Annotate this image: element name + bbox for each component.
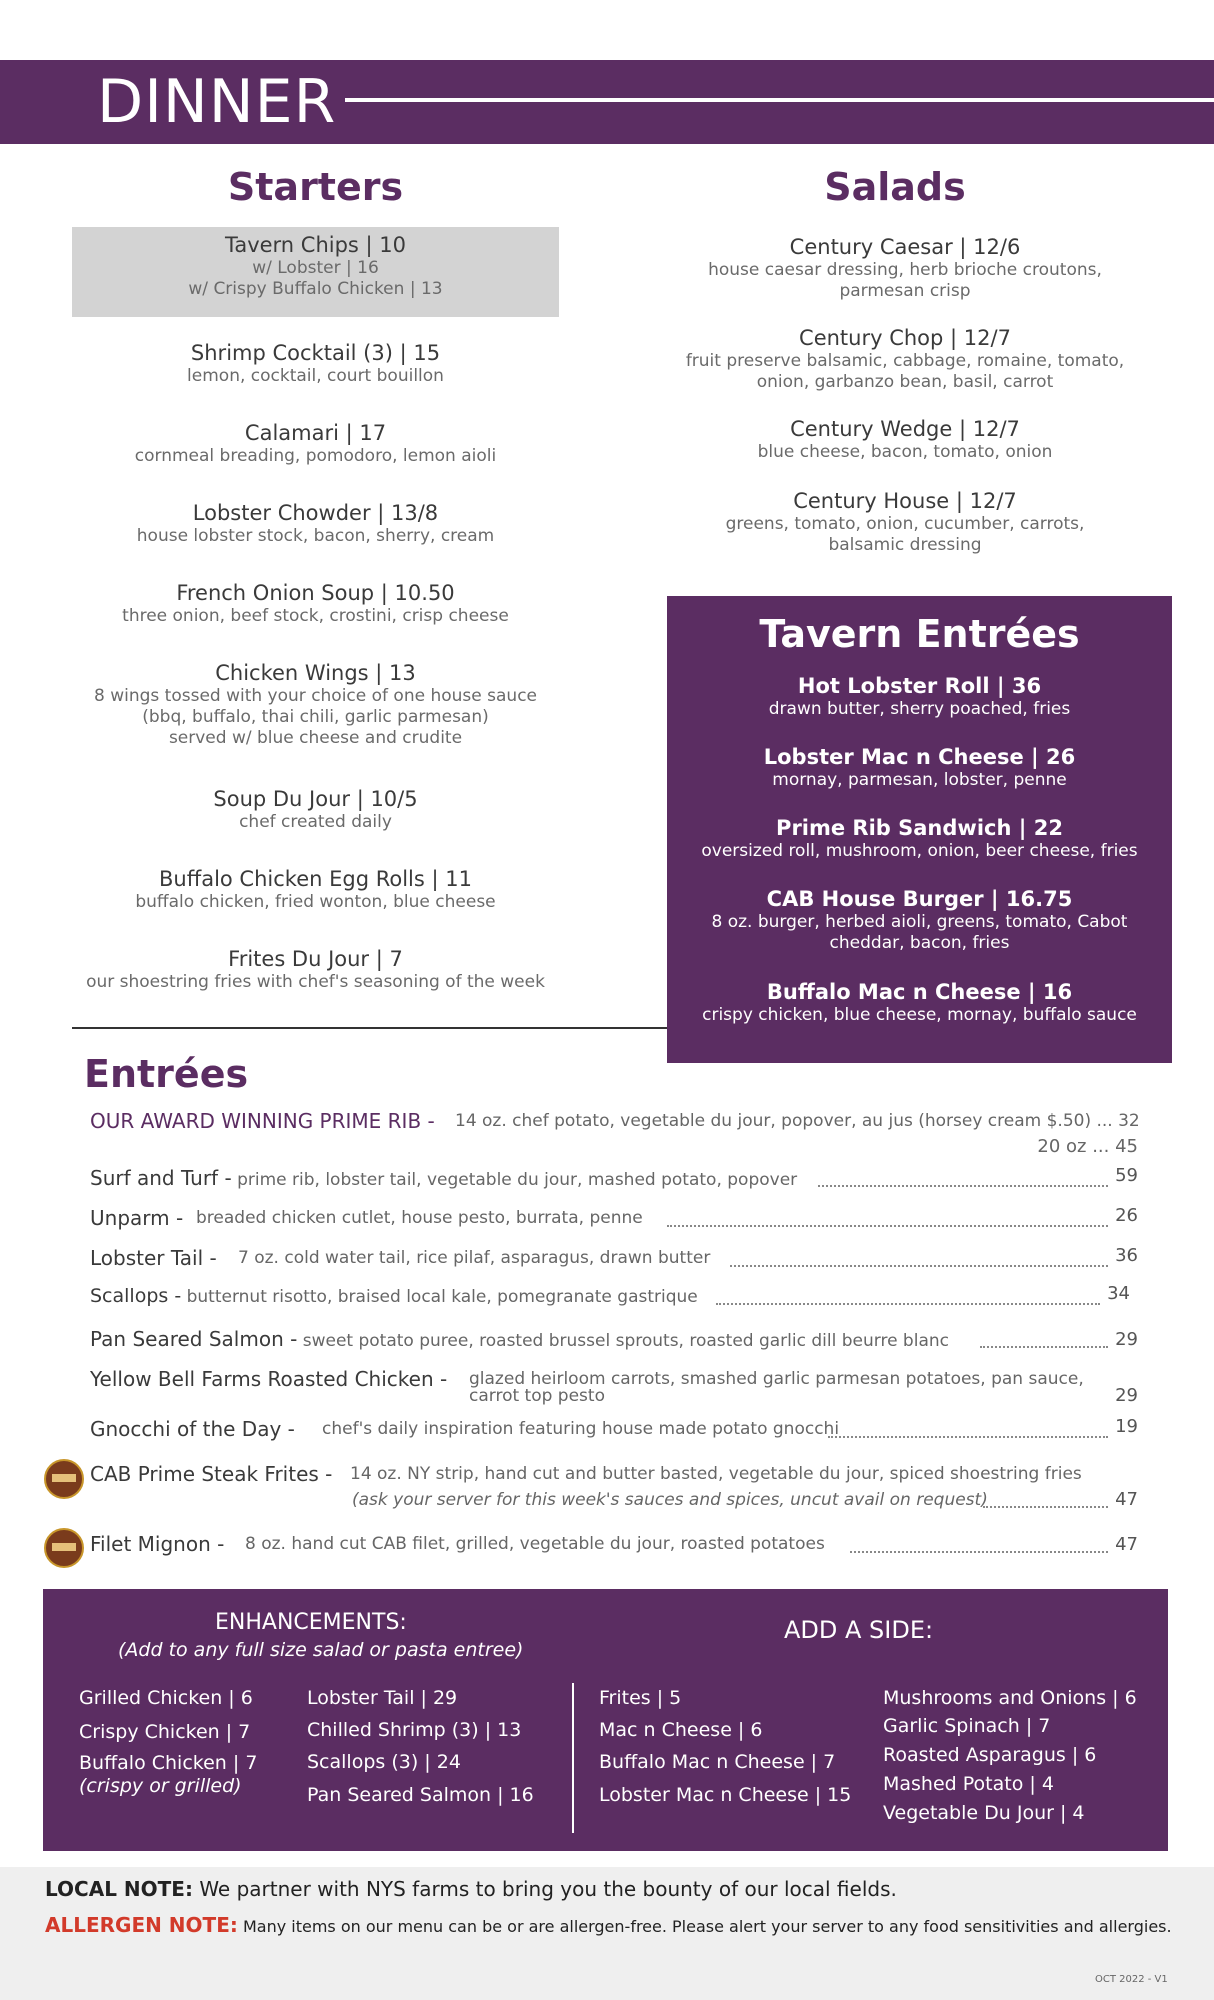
entree-price: 29 xyxy=(1115,1329,1138,1350)
dot-leader xyxy=(980,1346,1108,1348)
entree-desc: 14 oz. NY strip, hand cut and butter basted, vegetable du jour, spiced shoestring fries xyxy=(350,1464,1082,1484)
header-rule xyxy=(345,98,1214,102)
enhancement-item: Pan Seared Salmon | 16 xyxy=(307,1784,534,1806)
item-desc: crispy chicken, blue cheese, mornay, buffalo sauce xyxy=(702,1005,1137,1025)
entree-note: (ask your server for this week's sauces and spices, uncut avail on request) xyxy=(352,1490,988,1510)
enhancement-item: Lobster Tail | 29 xyxy=(307,1687,458,1709)
cab-beef-icon xyxy=(44,1528,84,1568)
side-item: Buffalo Mac n Cheese | 7 xyxy=(599,1751,836,1773)
item-desc: house lobster stock, bacon, sherry, cream xyxy=(136,526,495,546)
item-name: Frites Du Jour | 7 xyxy=(228,947,403,971)
entree-row xyxy=(90,1207,1138,1231)
entree-desc: breaded chicken cutlet, house pesto, burrata, penne xyxy=(196,1208,643,1228)
item-desc: our shoestring fries with chef's seasoning of the week xyxy=(86,972,545,992)
starter-item xyxy=(72,232,559,300)
salad-item xyxy=(655,325,1155,393)
item-name: Century House | 12/7 xyxy=(793,489,1017,513)
item-desc: 8 oz. burger, herbed aioli, greens, tomato, Cabot xyxy=(711,912,1128,932)
entree-row xyxy=(90,1247,1138,1271)
dot-leader xyxy=(730,1265,1108,1267)
entrees-title: Entrées xyxy=(84,1052,249,1096)
dot-leader xyxy=(716,1303,1100,1305)
item-desc: mornay, parmesan, lobster, penne xyxy=(772,770,1067,790)
entree-desc: 14 oz. chef potato, vegetable du jour, popover, au jus (horsey cream $.50) ... 32 xyxy=(455,1111,1140,1131)
entree-row xyxy=(90,1533,1138,1557)
item-desc: cornmeal breading, pomodoro, lemon aioli xyxy=(134,446,497,466)
item-name: Century Caesar | 12/6 xyxy=(789,235,1021,259)
entree-price: 47 xyxy=(1115,1534,1138,1555)
item-desc: three onion, beef stock, crostini, crisp cheese xyxy=(122,606,509,626)
entree-name: Lobster Tail - xyxy=(90,1246,217,1270)
entree-name: CAB Prime Steak Frites - xyxy=(90,1462,333,1486)
dot-leader xyxy=(828,1436,1108,1438)
entree-desc: sweet potato puree, roasted brussel sprouts, roasted garlic dill beurre blanc xyxy=(302,1331,949,1351)
item-desc: lemon, cocktail, court bouillon xyxy=(187,366,444,386)
item-name: French Onion Soup | 10.50 xyxy=(176,581,455,605)
dot-leader xyxy=(818,1185,1108,1187)
starter-item xyxy=(62,340,569,387)
tavern-item xyxy=(667,886,1172,954)
starter-item xyxy=(52,946,579,993)
starter-item xyxy=(62,786,569,833)
starter-item xyxy=(52,660,579,749)
entree-row xyxy=(90,1328,1138,1352)
item-name: Century Wedge | 12/7 xyxy=(790,417,1020,441)
salad-item xyxy=(655,488,1155,556)
item-desc: drawn butter, sherry poached, fries xyxy=(768,699,1071,719)
starter-item xyxy=(62,500,569,547)
cab-beef-icon xyxy=(44,1459,84,1499)
entree-row xyxy=(90,1418,1138,1442)
side-item: Roasted Asparagus | 6 xyxy=(883,1744,1097,1766)
entree-price: 59 xyxy=(1115,1165,1138,1186)
entree-desc: 7 oz. cold water tail, rice pilaf, asparagus, drawn butter xyxy=(238,1248,711,1268)
entree-price: 19 xyxy=(1115,1416,1138,1437)
tavern-item xyxy=(667,673,1172,720)
item-desc: fruit preserve balsamic, cabbage, romaine, tomato, xyxy=(685,351,1125,371)
item-name: Hot Lobster Roll | 36 xyxy=(797,674,1042,698)
allergen-note-label: ALLERGEN NOTE: xyxy=(45,1913,238,1937)
salads-title: Salads xyxy=(824,165,966,209)
entree-name: Yellow Bell Farms Roasted Chicken - xyxy=(90,1367,448,1391)
entree-price: 29 xyxy=(1115,1385,1138,1406)
entree-desc: carrot top pesto xyxy=(469,1386,605,1406)
entree-name: Filet Mignon - xyxy=(90,1532,225,1556)
item-name: Buffalo Mac n Cheese | 16 xyxy=(766,980,1073,1004)
item-name: Prime Rib Sandwich | 22 xyxy=(776,816,1063,840)
item-name: Lobster Chowder | 13/8 xyxy=(192,501,439,525)
starter-item xyxy=(62,420,569,467)
side-item: Garlic Spinach | 7 xyxy=(883,1715,1051,1737)
entree-row xyxy=(90,1109,1140,1157)
item-name: Buffalo Chicken Egg Rolls | 11 xyxy=(159,867,472,891)
salad-item xyxy=(655,234,1155,302)
version-label: OCT 2022 - V1 xyxy=(1095,1974,1168,1985)
enhancement-item: Scallops (3) | 24 xyxy=(307,1751,461,1773)
item-desc: house caesar dressing, herb brioche croutons, xyxy=(708,260,1102,280)
section-divider xyxy=(72,1027,667,1029)
item-desc: 8 wings tossed with your choice of one house sauce xyxy=(93,686,537,706)
item-desc: greens, tomato, onion, cucumber, carrots, xyxy=(725,514,1085,534)
item-name: Century Chop | 12/7 xyxy=(799,326,1011,350)
entree-name: Surf and Turf - xyxy=(90,1166,232,1190)
item-name: Soup Du Jour | 10/5 xyxy=(213,787,418,811)
sides-title: ADD A SIDE: xyxy=(784,1616,934,1644)
tavern-item xyxy=(667,979,1172,1026)
enhancement-item: Grilled Chicken | 6 xyxy=(79,1687,253,1709)
enhancement-note: (crispy or grilled) xyxy=(79,1775,242,1797)
enhancement-item: Crispy Chicken | 7 xyxy=(79,1721,251,1743)
item-name: CAB House Burger | 16.75 xyxy=(766,887,1073,911)
enhancements-subtitle: (Add to any full size salad or pasta entree) xyxy=(118,1639,524,1661)
item-desc: oversized roll, mushroom, onion, beer cheese, fries xyxy=(701,841,1138,861)
entree-name: OUR AWARD WINNING PRIME RIB - xyxy=(90,1109,435,1133)
side-item: Vegetable Du Jour | 4 xyxy=(883,1802,1085,1824)
page-title: DINNER xyxy=(97,67,337,137)
side-item: Lobster Mac n Cheese | 15 xyxy=(599,1784,852,1806)
entree-price: 47 xyxy=(1115,1489,1138,1510)
item-desc: w/ Crispy Buffalo Chicken | 13 xyxy=(188,279,443,299)
item-desc: (bbq, buffalo, thai chili, garlic parmesan) xyxy=(142,707,489,727)
item-desc: balsamic dressing xyxy=(828,535,982,555)
entree-desc: prime rib, lobster tail, vegetable du jour, mashed potato, popover xyxy=(237,1170,798,1190)
local-note xyxy=(45,1877,897,1901)
enhancements-title: ENHANCEMENTS: xyxy=(215,1610,407,1635)
entree-desc: glazed heirloom carrots, smashed garlic parmesan potatoes, pan sauce, xyxy=(469,1369,1084,1389)
dot-leader xyxy=(850,1551,1108,1553)
tavern-item xyxy=(667,744,1172,791)
allergen-note xyxy=(45,1913,1172,1937)
entree-name: Unparm - xyxy=(90,1206,184,1230)
side-item: Mac n Cheese | 6 xyxy=(599,1719,763,1741)
tavern-entrees-title: Tavern Entrées xyxy=(759,612,1080,656)
item-desc: cheddar, bacon, fries xyxy=(829,933,1010,953)
item-desc: w/ Lobster | 16 xyxy=(252,258,379,278)
local-note-label: LOCAL NOTE: xyxy=(45,1877,193,1901)
item-desc: chef created daily xyxy=(239,812,392,832)
dot-leader xyxy=(667,1225,1108,1227)
entree-name: Scallops - xyxy=(90,1285,182,1307)
tavern-item xyxy=(667,815,1172,862)
dot-leader xyxy=(983,1506,1108,1508)
salad-item xyxy=(655,416,1155,463)
item-name: Chicken Wings | 13 xyxy=(215,661,416,685)
starters-title: Starters xyxy=(227,165,404,209)
entree-price: 26 xyxy=(1115,1205,1138,1226)
enhancement-item: Buffalo Chicken | 7 xyxy=(79,1752,258,1774)
entree-price: 34 xyxy=(1107,1283,1130,1304)
starter-item xyxy=(62,580,569,627)
side-item: Mushrooms and Onions | 6 xyxy=(883,1687,1137,1709)
entree-desc: chef's daily inspiration featuring house made potato gnocchi xyxy=(322,1419,840,1439)
entree-desc: butternut risotto, braised local kale, pomegranate gastrique xyxy=(186,1287,698,1307)
side-item: Mashed Potato | 4 xyxy=(883,1773,1054,1795)
item-desc: blue cheese, bacon, tomato, onion xyxy=(757,442,1053,462)
item-name: Calamari | 17 xyxy=(244,421,387,445)
item-desc: served w/ blue cheese and crudite xyxy=(168,728,463,748)
entree-extra-price: 20 oz ... 45 xyxy=(1037,1136,1138,1157)
side-item: Frites | 5 xyxy=(599,1687,682,1709)
item-desc: parmesan crisp xyxy=(839,281,971,301)
entree-row xyxy=(90,1167,1138,1191)
item-desc: onion, garbanzo bean, basil, carrot xyxy=(756,372,1054,392)
item-name: Shrimp Cocktail (3) | 15 xyxy=(190,341,441,365)
entree-desc: 8 oz. hand cut CAB filet, grilled, vegetable du jour, roasted potatoes xyxy=(245,1534,825,1554)
entree-price: 36 xyxy=(1115,1245,1138,1266)
local-note-text: We partner with NYS farms to bring you the bounty of our local fields. xyxy=(199,1877,897,1901)
item-name: Tavern Chips | 10 xyxy=(224,233,407,257)
item-name: Lobster Mac n Cheese | 26 xyxy=(763,745,1076,769)
entree-name: Pan Seared Salmon - xyxy=(90,1327,298,1351)
entree-name: Gnocchi of the Day - xyxy=(90,1417,295,1441)
panel-divider xyxy=(572,1683,574,1833)
enhancement-item: Chilled Shrimp (3) | 13 xyxy=(307,1719,522,1741)
starter-item xyxy=(62,866,569,913)
allergen-note-text: Many items on our menu can be or are allergen-free. Please alert your server to any food sensitivities and allergies. xyxy=(242,1917,1172,1936)
item-desc: buffalo chicken, fried wonton, blue cheese xyxy=(135,892,496,912)
